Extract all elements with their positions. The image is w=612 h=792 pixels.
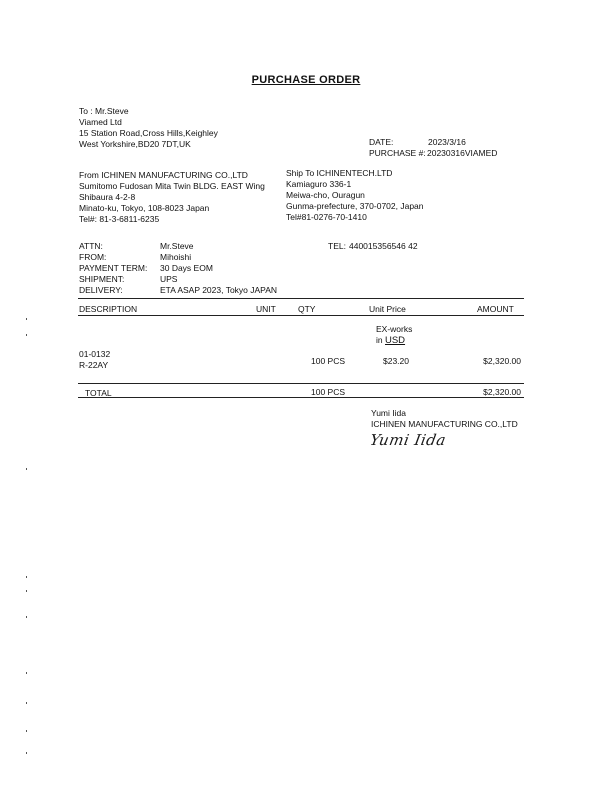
scan-speck	[26, 672, 27, 674]
scan-speck	[26, 334, 27, 336]
total-label: TOTAL	[85, 388, 112, 398]
from-line-4: Minato-ku, Tokyo, 108-8023 Japan	[79, 203, 210, 213]
date-label: DATE:	[369, 137, 394, 147]
payment-term-value: 30 Days EOM	[160, 263, 213, 273]
from-line-2: Sumitomo Fudosan Mita Twin BLDG. EAST Wing	[79, 181, 265, 191]
scan-speck	[26, 752, 27, 754]
table-total-top-rule	[78, 383, 524, 384]
ship-to-line-5: Tel#81-0276-70-1410	[286, 212, 367, 222]
shipment-value: UPS	[160, 274, 178, 284]
item-code: 01-0132	[79, 349, 111, 359]
to-line-2: Viamed Ltd	[79, 117, 122, 127]
from-line-1: From ICHINEN MANUFACTURING CO.,LTD	[79, 170, 248, 180]
currency-line	[376, 336, 405, 346]
item-amount: $2,320.00	[483, 356, 521, 366]
from-line-5: Tel#: 81-3-6811-6235	[79, 214, 160, 224]
from-person-label: FROM:	[79, 252, 107, 262]
from-person-value: Mihoishi	[160, 252, 192, 262]
table-bottom-rule	[78, 397, 524, 398]
total-amount: $2,320.00	[483, 387, 521, 397]
ship-to-line-1: Ship To ICHINENTECH.LTD	[286, 168, 393, 178]
from-line-3: Shibaura 4-2-8	[79, 192, 136, 202]
total-qty: 100 PCS	[311, 387, 346, 397]
item-model: R-22AY	[79, 360, 109, 370]
currency-prefix: in	[376, 335, 385, 345]
date-value: 2023/3/16	[428, 137, 466, 147]
scan-speck	[26, 468, 27, 470]
ship-to-line-2: Kamiaguro 336-1	[286, 179, 352, 189]
payment-term-label: PAYMENT TERM:	[79, 263, 148, 273]
scan-speck	[26, 702, 27, 704]
delivery-label: DELIVERY:	[79, 285, 123, 295]
purchase-number-label: PURCHASE #:	[369, 148, 426, 158]
to-line-1: To : Mr.Steve	[79, 106, 129, 116]
tel-value: 440015356546 42	[349, 241, 418, 251]
delivery-value: ETA ASAP 2023, Tokyo JAPAN	[160, 285, 278, 295]
incoterm-text: EX-works	[376, 324, 413, 334]
tel-label: TEL:	[328, 241, 346, 251]
shipment-label: SHIPMENT:	[79, 274, 125, 284]
header-amount: AMOUNT	[477, 304, 514, 314]
ship-to-line-4: Gunma-prefecture, 370-0702, Japan	[286, 201, 424, 211]
to-line-4: West Yorkshire,BD20 7DT,UK	[79, 139, 191, 149]
signatory-company: ICHINEN MANUFACTURING CO.,LTD	[371, 419, 518, 429]
ship-to-line-3: Meiwa-cho, Ouragun	[286, 190, 365, 200]
header-qty: QTY	[298, 304, 316, 314]
scan-speck	[26, 616, 27, 618]
item-qty: 100 PCS	[311, 356, 346, 366]
table-header-rule	[78, 315, 524, 316]
signatory-name: Yumi Iida	[371, 408, 406, 418]
currency-value: USD	[384, 335, 406, 346]
header-description: DESCRIPTION	[79, 304, 138, 314]
scan-speck	[26, 318, 27, 320]
scan-speck	[26, 730, 27, 732]
header-unit-price: Unit Price	[369, 304, 406, 314]
document-title: PURCHASE ORDER	[251, 74, 361, 86]
header-unit: UNIT	[256, 304, 276, 314]
scan-speck	[26, 576, 27, 578]
attn-value: Mr.Steve	[160, 241, 194, 251]
table-top-rule	[78, 298, 524, 299]
scan-speck	[26, 590, 27, 592]
attn-label: ATTN:	[79, 241, 103, 251]
to-line-3: 15 Station Road,Cross Hills,Keighley	[79, 128, 218, 138]
item-unit-price: $23.20	[383, 356, 409, 366]
handwritten-signature: Yumi Iida	[368, 431, 448, 449]
purchase-number-value: 20230316VIAMED	[427, 148, 498, 158]
